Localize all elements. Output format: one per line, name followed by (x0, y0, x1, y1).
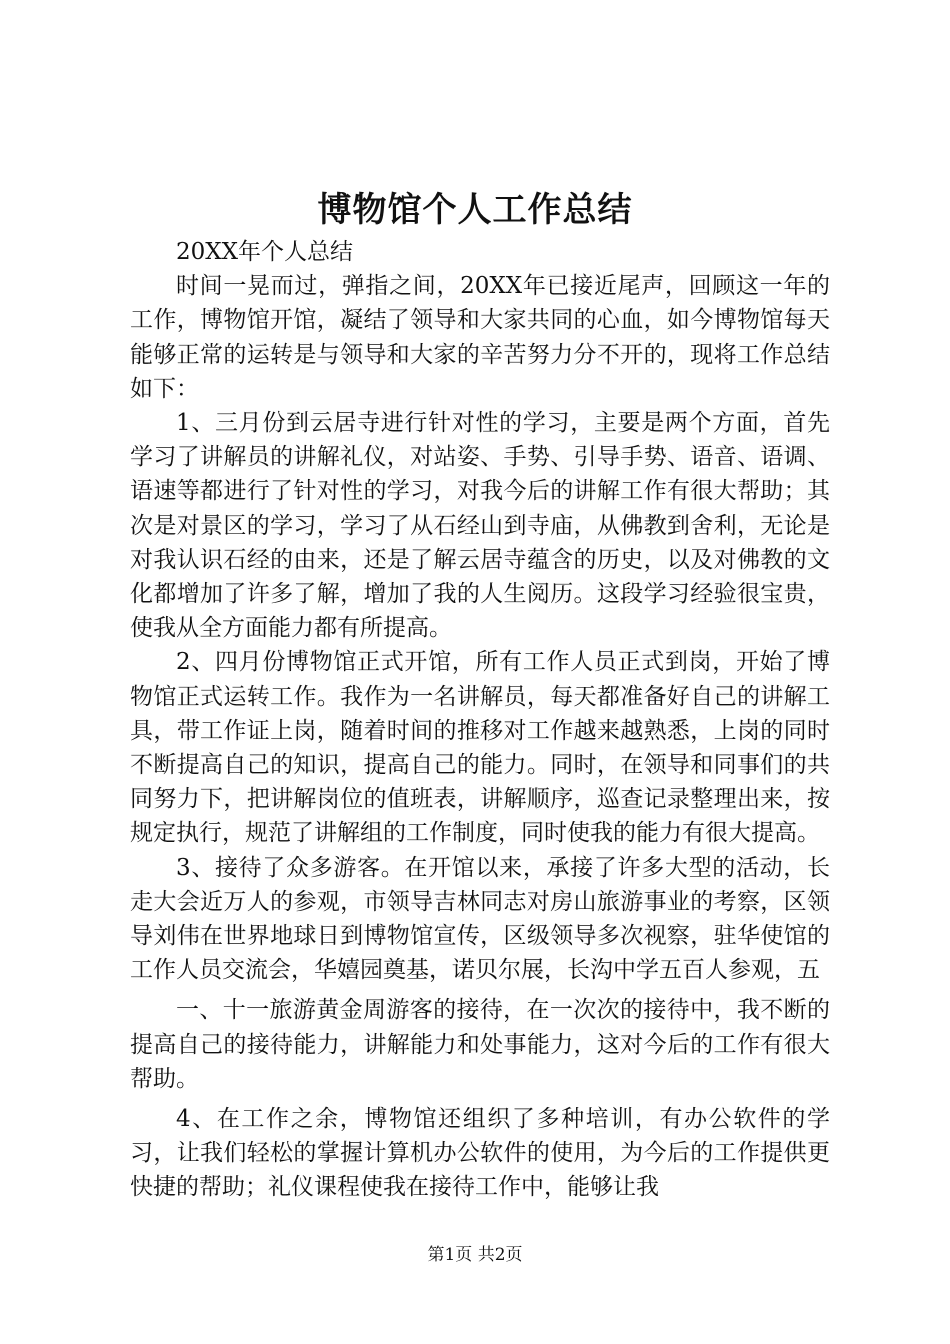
paragraph-item-1: 1、三月份到云居寺进行针对性的学习，主要是两个方面，首先学习了讲解员的讲解礼仪，对站姿、手势、引导手势、语音、语调、语速等都进行了针对性的学习，对我今后的讲解工作有很大帮助；其次是对景区的学习，学习了从石经山到寺庙，从佛教到舍利，无论是对我认识石经的由来，还是了解云居寺蕴含的历史，以及对佛教的文化都增加了许多了解，增加了我的人生阅历。这段学习经验很宝贵，使我从全方面能力都有所提高。 (130, 410, 830, 642)
page-number-footer: 第1页 共2页 (427, 1245, 523, 1265)
paragraph-item-2: 2、四月份博物馆正式开馆，所有工作人员正式到岗，开始了博物馆正式运转工作。我作为一名讲解员，每天都准备好自己的讲解工具，带工作证上岗，随着时间的推移对工作越来越熟悉，上岗的同时不断提高自己的知识，提高自己的能力。同时，在领导和同事们的共同努力下，把讲解岗位的值班表，讲解顺序，巡查记录整理出来，按规定执行，规范了讲解组的工作制度，同时使我的能力有很大提高。 (130, 649, 830, 847)
document-body (130, 235, 830, 1205)
paragraph-subtitle: 20XX年个人总结 (176, 239, 354, 265)
paragraph-item-3-continued: 一、十一旅游黄金周游客的接待，在一次次的接待中，我不断的提高自己的接待能力，讲解能力和处事能力，这对今后的工作有很大帮助。 (130, 997, 830, 1092)
document-title: 博物馆个人工作总结 (317, 190, 633, 230)
paragraph-item-4: 4、在工作之余，博物馆还组织了多种培训，有办公软件的学习，让我们轻松的掌握计算机办公软件的使用，为今后的工作提供更快捷的帮助；礼仪课程使我在接待工作中，能够让我 (130, 1106, 830, 1201)
paragraph-item-3: 3、接待了众多游客。在开馆以来，承接了许多大型的活动，长走大会近万人的参观，市领导吉林同志对房山旅游事业的考察，区领导刘伟在世界地球日到博物馆宣传，区级领导多次视察，驻华使馆的工作人员交流会，华嬉园奠基，诺贝尔展，长沟中学五百人参观，五 (130, 854, 830, 984)
paragraph-intro: 时间一晃而过，弹指之间，20XX年已接近尾声，回顾这一年的工作，博物馆开馆，凝结了领导和大家共同的心血，如今博物馆每天能够正常的运转是与领导和大家的辛苦努力分不开的，现将工作总结如下： (130, 273, 830, 402)
